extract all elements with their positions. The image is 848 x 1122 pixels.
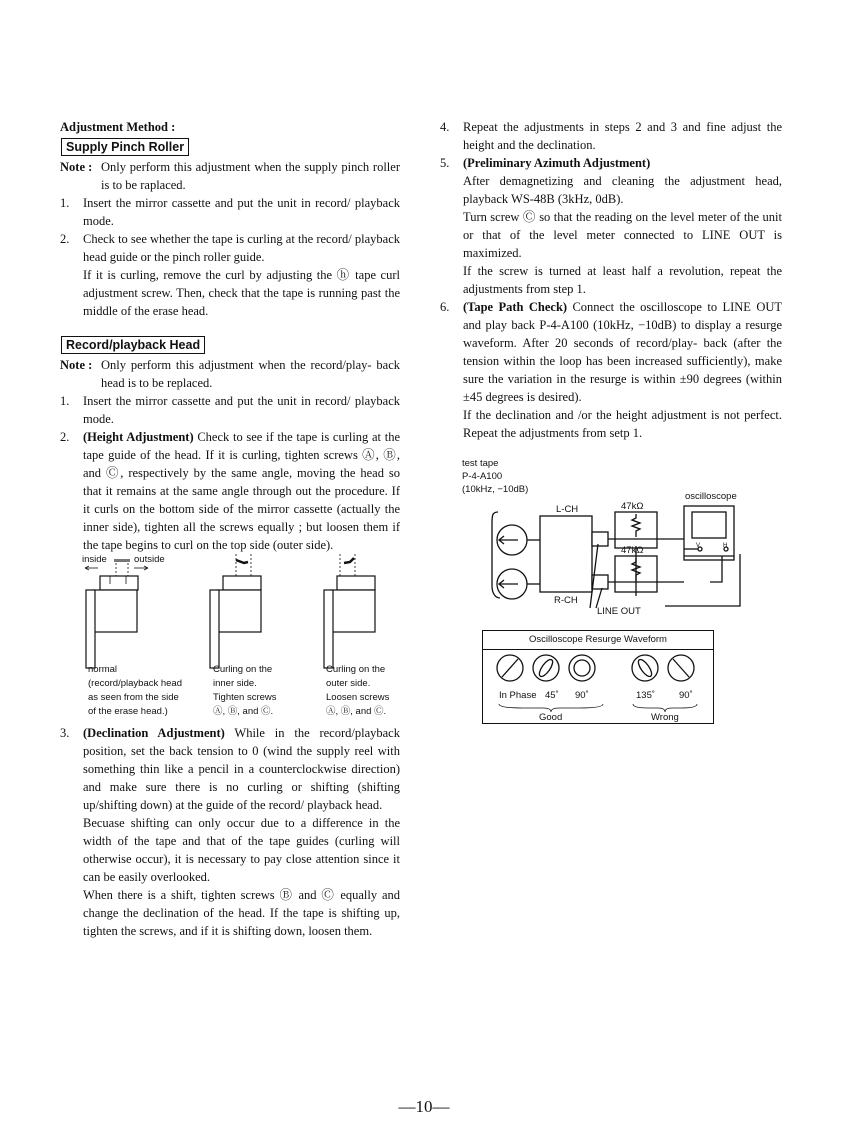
phase-135-icon — [632, 655, 658, 681]
step-number: 6. — [440, 300, 450, 314]
caption-line: normal — [88, 664, 118, 675]
lch-label: L-CH — [556, 504, 579, 515]
step-text: Check to see whether the tape is curling at the record/ playback head guide or the pinch roller guide. — [83, 232, 400, 264]
oscilloscope-icon — [665, 506, 740, 606]
caption-line: outer side. — [326, 678, 371, 689]
caption-line: inner side. — [213, 678, 257, 689]
method-title: Adjustment Method : — [60, 120, 176, 134]
in-phase-label: In Phase — [499, 690, 537, 701]
step-number: 1. — [60, 196, 70, 210]
step-text: Insert the mirror cassette and put the unit in record/ playback mode. — [83, 196, 400, 228]
record-playback-head-heading: Record/playback Head — [61, 336, 205, 354]
step-text: If it is curling, remove the curl by adjusting the ⓗ tape curl adjustment screw. Then, check that the tape is running past the middle of the erase head. — [83, 268, 400, 318]
good-label: Good — [539, 712, 563, 723]
head-inner-curl — [210, 554, 261, 668]
caption-line: Ⓐ, Ⓑ, and Ⓒ. — [213, 706, 274, 717]
step-text: Becuase shifting can only occur due to a difference in the width of the tape and that of the tape guides (curling will otherwise occur), it is necessary to pay close attention since it can be easily overlooked. — [83, 816, 400, 884]
supply-note — [60, 158, 400, 194]
step-number: 5. — [440, 156, 450, 170]
step-text: When there is a shift, tighten screws Ⓑ and Ⓒ equally and change the declination of the head. If the tape is shifting up, tighten the screws, and if it is shifting down, loosen them. — [83, 888, 400, 938]
resistor-network — [590, 512, 684, 608]
step-text: While in the record/playback position, set the back tension to 0 (wind the supply reel with something thin like a pencil in a counterclockwise direction) and make sure there is no curling or shifting (shifting up/shifting down) at the guide of the record/ playback head. — [83, 726, 400, 812]
step-text: After demagnetizing and cleaning the adjustment head, playback WS-48B (3kHz, 0dB). — [463, 174, 782, 206]
test-tape-model: P-4-A100 — [462, 471, 503, 482]
note-text: Only perform this adjustment when the supply pinch roller is to be raplaced. — [101, 160, 400, 192]
degree-90b-label: 90˚ — [679, 690, 693, 701]
outside-label: outside — [134, 554, 165, 565]
page-number: —10— — [398, 1097, 450, 1116]
head-normal — [86, 576, 138, 668]
step-6 — [440, 298, 782, 442]
tape-path-check-label: (Tape Path Check) — [463, 300, 568, 314]
step-number: 1. — [60, 394, 70, 408]
resistor-2-label: 47kΩ — [621, 545, 644, 556]
wrong-label: Wrong — [651, 712, 679, 723]
supply-step-2 — [60, 230, 400, 320]
oscilloscope-label: oscilloscope — [685, 491, 737, 502]
right-column — [440, 118, 782, 724]
degree-45-label: 45˚ — [545, 690, 559, 701]
caption-line: Curling on the — [213, 664, 273, 675]
caption-line: Loosen screws — [326, 692, 390, 703]
degree-90a-label: 90˚ — [575, 690, 589, 701]
step-5 — [440, 154, 782, 298]
resurge-waveform-panel — [482, 630, 714, 724]
h-terminal-label: H — [723, 543, 728, 549]
caption-line: Ⓐ, Ⓑ, and Ⓒ. — [326, 706, 387, 717]
test-connection-diagram — [440, 456, 782, 618]
head-outer-curl — [324, 554, 375, 668]
step-number: 3. — [60, 726, 70, 740]
record-note — [60, 356, 400, 392]
degree-135-label: 135˚ — [636, 690, 656, 701]
record-step-2 — [60, 428, 400, 554]
preliminary-azimuth-label: (Preliminary Azimuth Adjustment) — [463, 156, 651, 170]
supply-pinch-roller-heading: Supply Pinch Roller — [61, 138, 189, 156]
resistor-1-label: 47kΩ — [621, 501, 644, 512]
step-text: Insert the mirror cassette and put the unit in record/ playback mode. — [83, 394, 400, 426]
supply-step-1 — [60, 194, 400, 230]
caption-line: Tighten screws — [213, 692, 277, 703]
record-step-3 — [60, 724, 400, 940]
caption-inner — [213, 664, 277, 717]
rch-label: R-CH — [554, 595, 578, 606]
record-step-1 — [60, 392, 400, 428]
waveform-title: Oscilloscope Resurge Waveform — [483, 631, 713, 650]
step-text: If the screw is turned at least half a revolution, repeat the adjustments from step 1. — [463, 264, 782, 296]
caption-outer — [326, 664, 390, 717]
caption-normal — [88, 664, 182, 717]
line-out-label: LINE OUT — [597, 606, 641, 617]
phase-45-icon — [533, 655, 559, 681]
step-text: Repeat the adjustments in steps 2 and 3 and fine adjust the height and the declination. — [463, 120, 782, 152]
caption-line: as seen from the side — [88, 692, 179, 703]
height-adjustment-label: (Height Adjustment) — [83, 430, 194, 444]
note-label: Note : — [60, 160, 93, 174]
left-column — [60, 118, 400, 940]
set-block — [527, 516, 608, 592]
inside-label: inside — [82, 554, 107, 565]
caption-line: (record/playback head — [88, 678, 182, 689]
test-tape-label: test tape — [462, 458, 499, 469]
step-text: Turn screw Ⓒ so that the reading on the level meter of the unit or that of the level meter connected to LINE OUT is maximized. — [463, 210, 782, 260]
test-tape-spec: (10kHz, −10dB) — [462, 484, 529, 495]
phase-90-icon — [569, 655, 595, 681]
note-label: Note : — [60, 358, 93, 372]
step-4 — [440, 118, 782, 154]
declination-adjustment-label: (Declination Adjustment) — [83, 726, 225, 740]
head-curling-figure — [60, 554, 400, 722]
note-text: Only perform this adjustment when the record/play- back head is to be replaced. — [101, 358, 400, 390]
step-text: Check to see if the tape is curling at the tape guide of the head. If it is curling, tighten screws Ⓐ, Ⓑ, and Ⓒ, respectively by the same angle, moving the head so that it remains at the same angle through out the procedure. If it curls on the bottom side of the mirror cassette (actually the inner side), tighten all the screws equally ; but loosen them if the tape begins to curl on the top side (outer side). — [83, 430, 400, 552]
step-text: Connect the oscilloscope to LINE OUT and play back P-4-A100 (10kHz, −10dB) to display a resurge waveform. After 20 seconds of record/play- back (after the tension within the loop has been increased sufficiently), make sure the variation in the resurge is within ±90 degrees (within ±45 degrees is desired). — [463, 300, 783, 404]
step-text: If the declination and /or the height adjustment is not perfect. Repeat the adjustments from setp 1. — [463, 408, 782, 440]
step-number: 2. — [60, 232, 70, 246]
tape-path — [492, 512, 527, 599]
v-terminal-label: V — [696, 543, 701, 549]
caption-line: Curling on the — [326, 664, 386, 675]
step-number: 4. — [440, 120, 450, 134]
caption-line: of the erase head.) — [88, 706, 168, 717]
step-number: 2. — [60, 430, 70, 444]
waveform-icons — [483, 650, 713, 724]
